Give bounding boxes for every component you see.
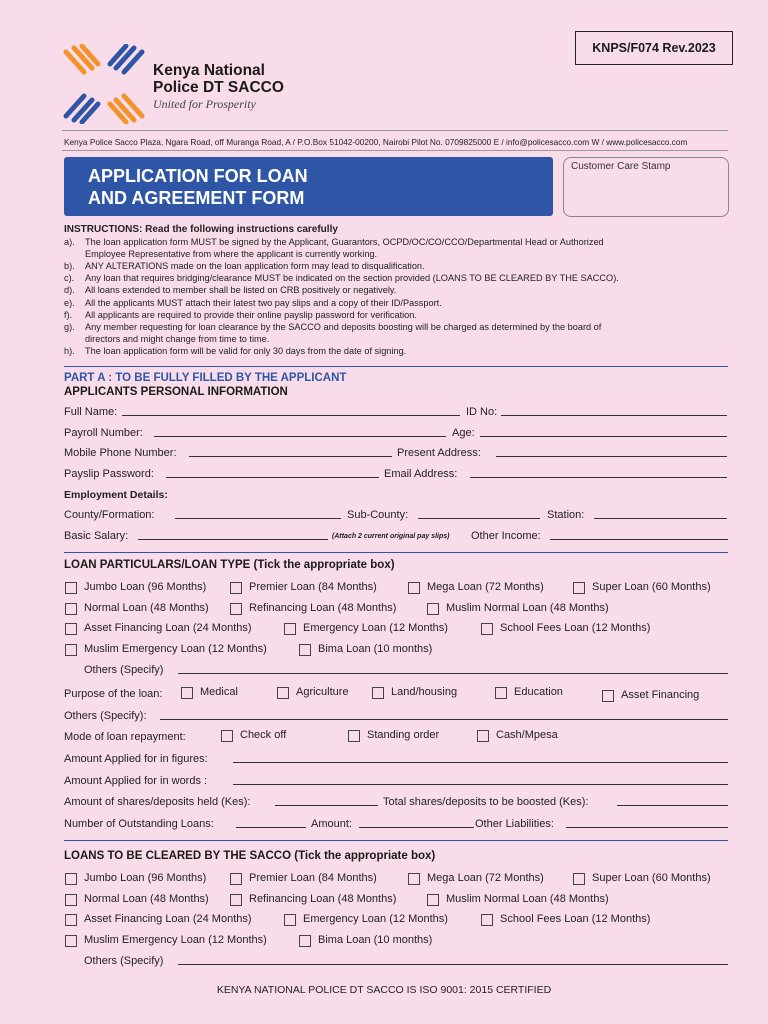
option-checkbox[interactable] bbox=[427, 894, 439, 906]
option-label: Mega Loan (72 Months) bbox=[427, 872, 544, 884]
option-label: Premier Loan (84 Months) bbox=[249, 872, 377, 884]
instruction-key: h). bbox=[64, 345, 75, 356]
instruction-line: Any member requesting for loan clearance by the SACCO and deposits boosting will be charged as determined by the board of bbox=[85, 321, 602, 332]
instruction-key: b). bbox=[64, 261, 75, 272]
option-label: Standing order bbox=[367, 729, 440, 741]
station-field[interactable] bbox=[594, 509, 727, 519]
instruction-text bbox=[85, 272, 619, 284]
other-liabilities-field[interactable] bbox=[566, 818, 728, 828]
option-checkbox[interactable] bbox=[299, 644, 311, 656]
instruction-item bbox=[64, 284, 728, 296]
option-checkbox[interactable] bbox=[65, 582, 77, 594]
other-liabilities-label: Other Liabilities: bbox=[475, 818, 554, 830]
instruction-text bbox=[85, 297, 442, 309]
option-checkbox[interactable] bbox=[65, 873, 77, 885]
option-label: Muslim Normal Loan (48 Months) bbox=[446, 893, 609, 905]
instruction-line: All applicants are required to provide their online payslip password for verification. bbox=[85, 309, 417, 320]
option-checkbox[interactable] bbox=[65, 894, 77, 906]
option-checkbox[interactable] bbox=[408, 873, 420, 885]
instruction-text bbox=[85, 260, 425, 272]
option-checkbox[interactable] bbox=[65, 603, 77, 615]
payroll-label: Payroll Number: bbox=[64, 427, 143, 439]
loan-others-label: Others (Specify) bbox=[84, 664, 164, 676]
repayment-label: Mode of loan repayment: bbox=[64, 731, 186, 743]
option-label: Land/housing bbox=[391, 686, 458, 698]
employment-heading: Employment Details: bbox=[64, 489, 168, 501]
customer-care-stamp-box bbox=[563, 157, 729, 217]
option-checkbox[interactable] bbox=[427, 603, 439, 615]
personal-info-heading: APPLICANTS PERSONAL INFORMATION bbox=[64, 386, 288, 398]
shares-held-field[interactable] bbox=[275, 796, 378, 806]
stamp-label: Customer Care Stamp bbox=[571, 161, 671, 172]
instruction-line: Employee Representative from where the applicant is currently working. bbox=[85, 249, 378, 260]
full-name-label: Full Name: bbox=[64, 406, 118, 418]
purpose-others-field[interactable] bbox=[160, 710, 728, 720]
option-label: Asset Financing Loan (24 Months) bbox=[84, 913, 252, 925]
option-label: Super Loan (60 Months) bbox=[592, 581, 711, 593]
option-label: Premier Loan (84 Months) bbox=[249, 581, 377, 593]
instruction-item bbox=[64, 297, 728, 309]
brand-name bbox=[153, 62, 284, 112]
contact-address: Kenya Police Sacco Plaza, Ngara Road, off Muranga Road, A / P.O.Box 51042-00200, Nairobi Pilot No. 0709825000 E / info@policesacco.com W / www.policesacco.com bbox=[64, 137, 688, 147]
option-label: Normal Loan (48 Months) bbox=[84, 893, 209, 905]
mobile-label: Mobile Phone Number: bbox=[64, 447, 177, 459]
purpose-label: Purpose of the loan: bbox=[64, 688, 163, 700]
option-label: Asset Financing Loan (24 Months) bbox=[84, 622, 252, 634]
divider bbox=[64, 552, 728, 553]
divider bbox=[64, 840, 728, 841]
amount-words-field[interactable] bbox=[233, 775, 728, 785]
divider bbox=[62, 130, 728, 131]
option-checkbox[interactable] bbox=[573, 582, 585, 594]
payroll-field[interactable] bbox=[154, 427, 446, 437]
amount-figures-field[interactable] bbox=[233, 753, 728, 763]
option-checkbox[interactable] bbox=[284, 623, 296, 635]
id-no-label: ID No: bbox=[466, 406, 498, 418]
option-label: Agriculture bbox=[296, 686, 349, 698]
county-label: County/Formation: bbox=[64, 509, 155, 521]
sub-county-field[interactable] bbox=[418, 509, 540, 519]
divider bbox=[64, 366, 728, 367]
option-checkbox[interactable] bbox=[284, 914, 296, 926]
payslip-password-label: Payslip Password: bbox=[64, 468, 154, 480]
option-label: Asset Financing bbox=[621, 689, 700, 701]
instruction-item bbox=[64, 309, 728, 321]
option-checkbox[interactable] bbox=[230, 873, 242, 885]
age-field[interactable] bbox=[480, 427, 727, 437]
part-a-heading: PART A : TO BE FULLY FILLED BY THE APPLICANT bbox=[64, 372, 347, 384]
form-code: KNPS/F074 Rev.2023 bbox=[575, 31, 733, 65]
outstanding-loans-field[interactable] bbox=[236, 818, 306, 828]
instruction-item bbox=[64, 345, 728, 357]
payslip-password-field[interactable] bbox=[166, 468, 379, 478]
option-checkbox[interactable] bbox=[230, 603, 242, 615]
option-label: Jumbo Loan (96 Months) bbox=[84, 872, 207, 884]
present-address-field[interactable] bbox=[496, 447, 727, 457]
option-label: Bima Loan (10 months) bbox=[318, 934, 433, 946]
title-line1: APPLICATION FOR LOAN bbox=[88, 166, 308, 186]
option-checkbox[interactable] bbox=[65, 914, 77, 926]
option-label: Refinancing Loan (48 Months) bbox=[249, 602, 397, 614]
option-checkbox[interactable] bbox=[495, 687, 507, 699]
basic-salary-label: Basic Salary: bbox=[64, 530, 129, 542]
shares-held-label: Amount of shares/deposits held (Kes): bbox=[64, 796, 251, 808]
instruction-key: c). bbox=[64, 273, 75, 284]
option-checkbox[interactable] bbox=[348, 730, 360, 742]
option-label: Muslim Emergency Loan (12 Months) bbox=[84, 643, 267, 655]
sacco-logo-icon bbox=[62, 44, 146, 124]
option-label: Jumbo Loan (96 Months) bbox=[84, 581, 207, 593]
salary-note: (Attach 2 current original pay slips) bbox=[332, 533, 450, 540]
cleared-others-field[interactable] bbox=[178, 955, 728, 965]
option-checkbox[interactable] bbox=[481, 623, 493, 635]
option-checkbox[interactable] bbox=[299, 935, 311, 947]
option-checkbox[interactable] bbox=[65, 623, 77, 635]
loans-cleared-heading: LOANS TO BE CLEARED BY THE SACCO (Tick the appropriate box) bbox=[64, 850, 436, 862]
station-label: Station: bbox=[547, 509, 585, 521]
option-label: Super Loan (60 Months) bbox=[592, 872, 711, 884]
option-checkbox[interactable] bbox=[230, 582, 242, 594]
county-field[interactable] bbox=[175, 509, 341, 519]
divider bbox=[62, 150, 728, 151]
instruction-line: The loan application form MUST be signed by the Applicant, Guarantors, OCPD/OC/CO/CCO/Departmental Head or Authorized bbox=[85, 237, 604, 248]
option-label: Medical bbox=[200, 686, 238, 698]
amount-words-label: Amount Applied for in words : bbox=[64, 775, 208, 787]
instruction-text bbox=[85, 236, 604, 260]
brand-line2: Police DT SACCO bbox=[153, 79, 284, 96]
option-label: Muslim Normal Loan (48 Months) bbox=[446, 602, 609, 614]
option-label: Education bbox=[514, 686, 563, 698]
option-checkbox[interactable] bbox=[65, 935, 77, 947]
purpose-others-label: Others (Specify): bbox=[64, 710, 147, 722]
instruction-line: All loans extended to member shall be listed on CRB positively or negatively. bbox=[85, 285, 397, 296]
instruction-key: e). bbox=[64, 297, 75, 308]
option-checkbox[interactable] bbox=[221, 730, 233, 742]
instruction-item bbox=[64, 272, 728, 284]
instruction-line: ANY ALTERATIONS made on the loan application form may lead to disqualification. bbox=[85, 261, 425, 272]
instructions bbox=[64, 224, 728, 357]
other-income-label: Other Income: bbox=[471, 530, 541, 542]
option-checkbox[interactable] bbox=[477, 730, 489, 742]
option-checkbox[interactable] bbox=[602, 690, 614, 702]
option-checkbox[interactable] bbox=[408, 582, 420, 594]
option-label: Normal Loan (48 Months) bbox=[84, 602, 209, 614]
option-label: Muslim Emergency Loan (12 Months) bbox=[84, 934, 267, 946]
outstanding-loans-label: Number of Outstanding Loans: bbox=[64, 818, 214, 830]
instructions-heading: INSTRUCTIONS: Read the following instructions carefully bbox=[64, 224, 338, 235]
option-checkbox[interactable] bbox=[573, 873, 585, 885]
instruction-text bbox=[85, 321, 601, 345]
id-no-field[interactable] bbox=[501, 406, 727, 416]
instruction-item bbox=[64, 236, 728, 260]
option-label: School Fees Loan (12 Months) bbox=[500, 913, 651, 925]
instruction-key: f). bbox=[64, 309, 73, 320]
amount-field[interactable] bbox=[359, 818, 474, 828]
other-income-field[interactable] bbox=[550, 530, 728, 540]
option-label: Check off bbox=[240, 729, 287, 741]
instruction-item bbox=[64, 260, 728, 272]
option-checkbox[interactable] bbox=[481, 914, 493, 926]
brand-line1: Kenya National bbox=[153, 62, 265, 79]
instruction-text bbox=[85, 309, 417, 321]
iso-certification-footer: KENYA NATIONAL POLICE DT SACCO IS ISO 9001: 2015 CERTIFIED bbox=[216, 984, 552, 996]
instruction-line: The loan application form will be valid for only 30 days from the date of signing. bbox=[85, 345, 407, 356]
instruction-key: d). bbox=[64, 285, 75, 296]
option-label: Emergency Loan (12 Months) bbox=[303, 913, 448, 925]
amount-label: Amount: bbox=[311, 818, 352, 830]
brand-tagline: United for Prosperity bbox=[153, 97, 256, 111]
title-line2: AND AGREEMENT FORM bbox=[88, 188, 305, 208]
instruction-line: Any loan that requires bridging/clearance MUST be indicated on the section provided (LOANS TO BE CLEARED BY THE SACCO). bbox=[85, 273, 619, 284]
age-label: Age: bbox=[452, 427, 475, 439]
basic-salary-field[interactable] bbox=[138, 530, 328, 540]
option-label: Cash/Mpesa bbox=[496, 729, 558, 741]
option-checkbox[interactable] bbox=[181, 687, 193, 699]
email-label: Email Address: bbox=[384, 468, 458, 480]
shares-boosted-label: Total shares/deposits to be boosted (Kes): bbox=[383, 796, 589, 808]
instruction-line: All the applicants MUST attach their latest two pay slips and a copy of their ID/Passport. bbox=[85, 297, 442, 308]
sub-county-label: Sub-County: bbox=[347, 509, 409, 521]
option-checkbox[interactable] bbox=[65, 644, 77, 656]
option-checkbox[interactable] bbox=[277, 687, 289, 699]
instruction-key: a). bbox=[64, 237, 75, 248]
instruction-item bbox=[64, 321, 728, 345]
option-checkbox[interactable] bbox=[230, 894, 242, 906]
form-title bbox=[64, 157, 553, 216]
option-checkbox[interactable] bbox=[372, 687, 384, 699]
amount-figures-label: Amount Applied for in figures: bbox=[64, 753, 208, 765]
option-label: Emergency Loan (12 Months) bbox=[303, 622, 448, 634]
instruction-line: directors and might change from time to time. bbox=[85, 333, 270, 344]
option-label: Mega Loan (72 Months) bbox=[427, 581, 544, 593]
instruction-text bbox=[85, 345, 406, 357]
loan-particulars-heading: LOAN PARTICULARS/LOAN TYPE (Tick the appropriate box) bbox=[64, 559, 395, 571]
option-label: Refinancing Loan (48 Months) bbox=[249, 893, 397, 905]
cleared-others-label: Others (Specify) bbox=[84, 955, 164, 967]
mobile-field[interactable] bbox=[189, 447, 392, 457]
loan-others-field[interactable] bbox=[178, 664, 728, 674]
full-name-field[interactable] bbox=[122, 406, 460, 416]
shares-boosted-field[interactable] bbox=[617, 796, 728, 806]
option-label: Bima Loan (10 months) bbox=[318, 643, 433, 655]
email-field[interactable] bbox=[470, 468, 727, 478]
instruction-key: g). bbox=[64, 321, 75, 332]
option-label: School Fees Loan (12 Months) bbox=[500, 622, 651, 634]
instruction-text bbox=[85, 284, 396, 296]
present-address-label: Present Address: bbox=[397, 447, 481, 459]
